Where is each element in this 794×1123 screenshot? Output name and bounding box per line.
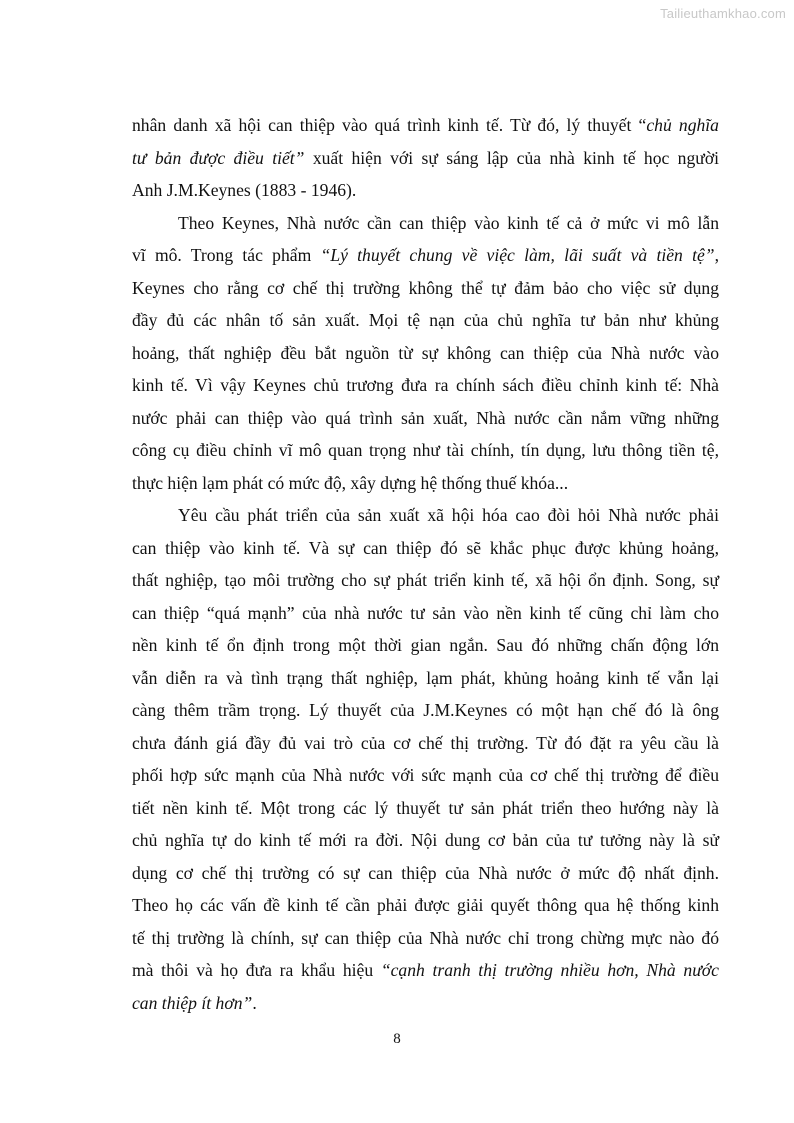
text-segment: Keynes cho rằng cơ chế thị trường không thể tự đảm bảo cho việc sử dụng — [132, 277, 719, 298]
text-segment: , — [714, 245, 719, 265]
text-line — [132, 792, 719, 825]
text-line — [132, 662, 719, 695]
text-line — [132, 239, 719, 272]
text-line — [132, 597, 719, 630]
text-segment: can thiệp “quá mạnh” của nhà nước tư sản vào nền kinh tế cũng chỉ làm cho — [132, 602, 719, 623]
text-segment: Theo họ các vấn đề kinh tế cần phải được giải quyết thông qua hệ thống kinh — [132, 895, 719, 915]
page-number: 8 — [393, 1031, 401, 1047]
text-line — [132, 694, 719, 727]
italic-text: chủ nghĩa — [646, 115, 719, 135]
italic-text: can thiệp ít hơn” — [132, 992, 253, 1013]
text-line — [132, 207, 719, 240]
text-line — [132, 142, 719, 175]
text-segment: chưa đánh giá đầy đủ vai trò của cơ chế thị trường. Từ đó đặt ra yêu cầu là — [132, 732, 719, 753]
text-line — [132, 759, 719, 792]
text-line — [132, 434, 719, 467]
text-line — [132, 727, 719, 760]
text-line — [132, 402, 719, 435]
text-line — [132, 499, 719, 532]
body-text — [132, 109, 719, 1019]
text-line — [132, 987, 719, 1020]
text-segment: kinh tế. Vì vậy Keynes chủ trương đưa ra chính sách điều chỉnh kinh tế: Nhà — [132, 375, 719, 395]
text-line — [132, 857, 719, 890]
watermark: Tailieuthamkhao.com — [660, 6, 786, 21]
text-segment: . — [252, 992, 257, 1013]
text-segment: tế thị trường là chính, sự can thiệp của Nhà nước chỉ trong chừng mực nào đó — [132, 927, 719, 948]
text-segment: nhân danh xã hội can thiệp vào quá trình kinh tế. Từ đó, lý thuyết “ — [132, 115, 647, 135]
text-segment: phối hợp sức mạnh của Nhà nước với sức mạnh của cơ chế thị trường để điều — [132, 765, 719, 785]
text-line — [132, 532, 719, 565]
text-segment: dụng cơ chế thị trường có sự can thiệp của Nhà nước ở mức độ nhất định. — [132, 862, 719, 883]
text-segment: thực hiện lạm phát có mức độ, xây dựng hệ thống thuế khóa... — [132, 472, 569, 493]
text-line — [132, 369, 719, 402]
text-line — [132, 304, 719, 337]
text-segment: đầy đủ các nhân tố sản xuất. Mọi tệ nạn của chủ nghĩa tư bản như khủng — [132, 310, 719, 330]
text-line — [132, 889, 719, 922]
text-segment: thất nghiệp, tạo môi trường cho sự phát triển kinh tế, xã hội ổn định. Song, sự — [132, 570, 719, 590]
text-segment: vĩ mô. Trong tác phẩm — [132, 245, 321, 265]
text-segment: hoảng, thất nghiệp đều bắt nguồn từ sự không can thiệp của Nhà nước vào — [132, 342, 719, 363]
text-line — [132, 337, 719, 370]
text-segment: can thiệp vào kinh tế. Và sự can thiệp đó sẽ khắc phục được khủng hoảng, — [132, 537, 719, 558]
text-segment: vẫn diễn ra và tình trạng thất nghiệp, lạm phát, khủng hoảng kinh tế vẫn lại — [132, 667, 719, 688]
text-segment: xuất hiện với sự sáng lập của nhà kinh tế học người — [304, 147, 720, 168]
text-line — [132, 922, 719, 955]
text-segment: Yêu cầu phát triển của sản xuất xã hội hóa cao đòi hỏi Nhà nước phải — [178, 505, 719, 525]
italic-text: tư bản được điều tiết” — [132, 147, 305, 168]
text-line — [132, 629, 719, 662]
text-segment: càng thêm trầm trọng. Lý thuyết của J.M.Keynes có một hạn chế đó là ông — [132, 700, 719, 720]
text-line — [132, 954, 719, 987]
text-segment: mà thôi và họ đưa ra khẩu hiệu — [132, 960, 381, 980]
text-line — [132, 824, 719, 857]
text-segment: nền kinh tế ổn định trong một thời gian ngắn. Sau đó những chấn động lớn — [132, 635, 719, 655]
italic-text: “Lý thuyết chung về việc làm, lãi suất và tiền tệ” — [320, 245, 715, 265]
text-line — [132, 272, 719, 305]
text-segment: tiết nền kinh tế. Một trong các lý thuyết tư sản phát triển theo hướng này là — [132, 797, 719, 818]
text-segment: Anh J.M.Keynes (1883 - 1946). — [132, 180, 357, 200]
text-segment: công cụ điều chỉnh vĩ mô quan trọng như tài chính, tín dụng, lưu thông tiền tệ, — [132, 440, 719, 460]
text-segment: nước phải can thiệp vào quá trình sản xuất, Nhà nước cần nắm vững những — [132, 407, 719, 428]
italic-text: “cạnh tranh thị trường nhiều hơn, Nhà nước — [380, 960, 719, 980]
text-line — [132, 109, 719, 142]
text-segment: Theo Keynes, Nhà nước cần can thiệp vào kinh tế cả ở mức vi mô lẫn — [178, 212, 719, 233]
text-segment: chủ nghĩa tự do kinh tế mới ra đời. Nội dung cơ bản của tư tưởng này là sử — [132, 830, 719, 850]
text-line — [132, 467, 719, 500]
text-line — [132, 174, 719, 207]
text-line — [132, 564, 719, 597]
